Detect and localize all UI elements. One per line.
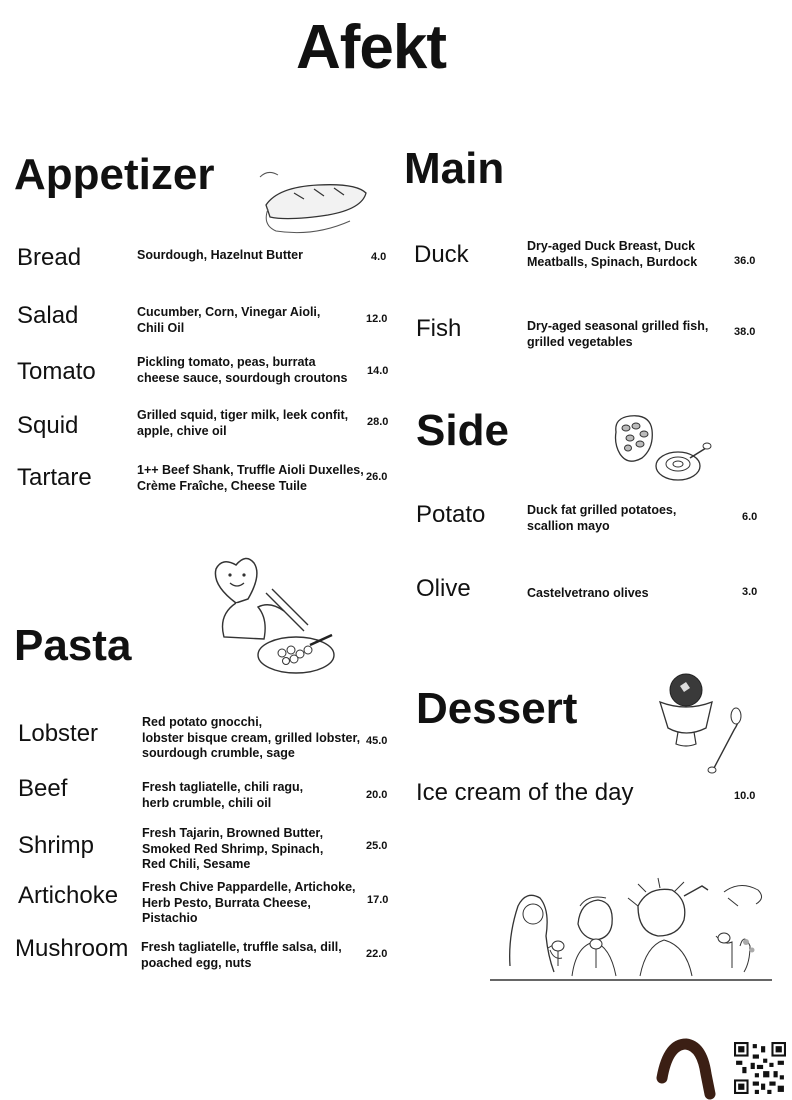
item-desc-salad: Cucumber, Corn, Vinegar Aioli, Chili Oil [137, 305, 321, 335]
section-title-pasta: Pasta [14, 621, 132, 670]
item-name-beef: Beef [18, 775, 68, 802]
section-title-side: Side [416, 406, 509, 455]
item-price-beef: 20.0 [366, 789, 388, 801]
item-desc-tomato: Pickling tomato, peas, burrata cheese sauce, sourdough croutons [137, 355, 348, 385]
item-price-mushroom: 22.0 [366, 948, 388, 960]
diners-illustration [488, 876, 774, 986]
item-price-salad: 12.0 [366, 313, 388, 325]
item-name-duck: Duck [414, 241, 469, 268]
item-name-mushroom: Mushroom [15, 935, 129, 962]
item-name-shrimp: Shrimp [18, 832, 95, 859]
item-price-olive: 3.0 [742, 586, 758, 598]
item-name-squid: Squid [17, 412, 79, 439]
item-name-artichoke: Artichoke [18, 882, 119, 909]
item-price-tartare: 26.0 [366, 471, 388, 483]
item-name-lobster: Lobster [18, 720, 99, 747]
bread-illustration [258, 165, 376, 237]
item-price-potato: 6.0 [742, 511, 758, 523]
section-title-main: Main [404, 144, 505, 193]
section-title-appetizer: Appetizer [14, 150, 215, 199]
item-desc-mushroom: Fresh tagliatelle, truffle salsa, dill, poached egg, nuts [141, 940, 342, 970]
item-desc-tartare: 1++ Beef Shank, Truffle Aioli Duxelles, Crème Fraîche, Cheese Tuile [137, 463, 364, 493]
item-desc-potato: Duck fat grilled potatoes, scallion mayo [527, 503, 677, 533]
item-name-ice-cream: Ice cream of the day [416, 779, 634, 806]
item-price-lobster: 45.0 [366, 735, 388, 747]
item-price-shrimp: 25.0 [366, 840, 388, 852]
item-price-artichoke: 17.0 [367, 894, 389, 906]
ice-cream-illustration [656, 672, 746, 776]
item-price-ice-cream: 10.0 [734, 790, 756, 802]
item-desc-lobster: Red potato gnocchi, lobster bisque cream, grilled lobster, sourdough crumble, sage [142, 715, 361, 761]
item-price-duck: 36.0 [734, 255, 756, 267]
item-desc-fish: Dry-aged seasonal grilled fish, grilled vegetables [527, 319, 709, 349]
item-desc-squid: Grilled squid, tiger milk, leek confit, apple, chive oil [137, 408, 349, 438]
brand-mark-icon [654, 1036, 718, 1100]
qr-code-icon[interactable] [734, 1042, 786, 1094]
item-desc-duck: Dry-aged Duck Breast, Duck Meatballs, Spinach, Burdock [527, 239, 698, 269]
item-name-olive: Olive [416, 575, 471, 602]
brand-logo: Afekt [296, 13, 447, 82]
item-name-potato: Potato [416, 501, 486, 528]
side-dishes-illustration [606, 412, 712, 484]
item-desc-olive: Castelvetrano olives [527, 586, 649, 600]
item-price-tomato: 14.0 [367, 365, 389, 377]
item-name-bread: Bread [17, 244, 82, 271]
item-desc-bread: Sourdough, Hazelnut Butter [137, 248, 303, 262]
item-price-bread: 4.0 [371, 251, 387, 263]
item-desc-artichoke: Fresh Chive Pappardelle, Artichoke, Herb Pesto, Burrata Cheese, Pistachio [142, 880, 356, 926]
item-price-fish: 38.0 [734, 326, 756, 338]
section-title-dessert: Dessert [416, 684, 578, 733]
item-name-salad: Salad [17, 302, 79, 329]
item-name-tomato: Tomato [17, 358, 96, 385]
item-name-fish: Fish [416, 315, 462, 342]
item-name-tartare: Tartare [17, 464, 92, 491]
heart-character-illustration [206, 555, 338, 679]
item-desc-beef: Fresh tagliatelle, chili ragu, herb crumble, chili oil [142, 780, 304, 810]
item-price-squid: 28.0 [367, 416, 389, 428]
item-desc-shrimp: Fresh Tajarin, Browned Butter, Smoked Red Shrimp, Spinach, Red Chili, Sesame [142, 826, 324, 872]
